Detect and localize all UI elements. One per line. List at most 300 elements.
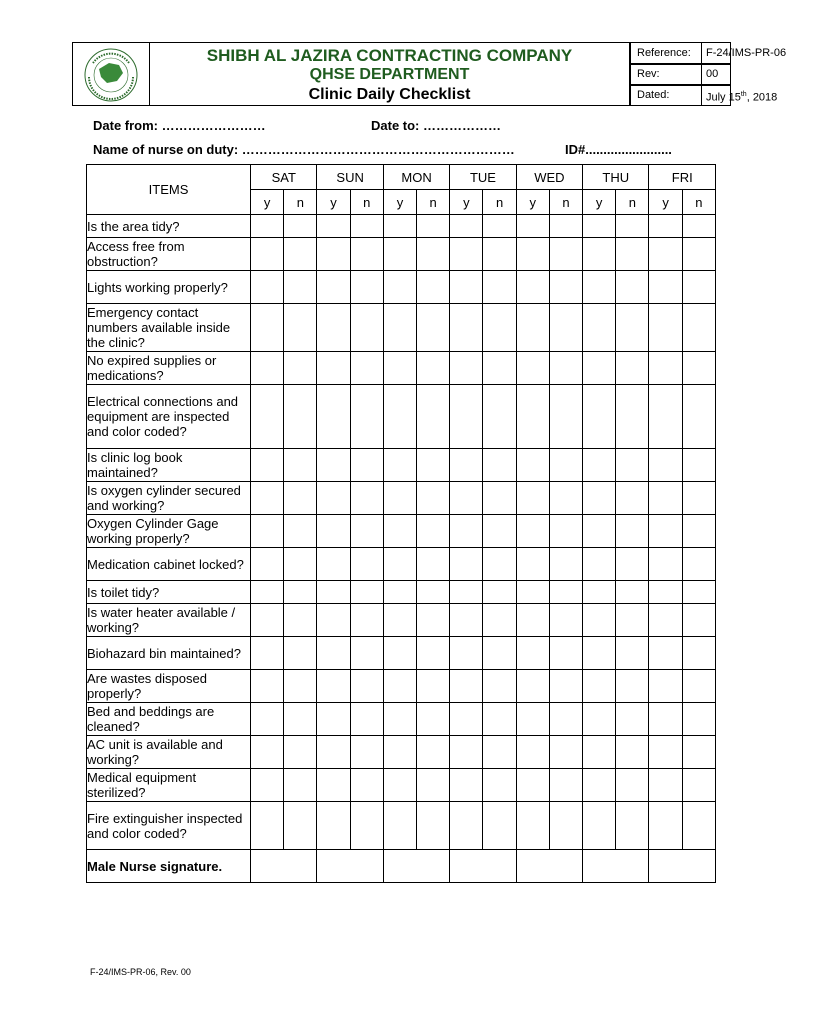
check-cell-sat-n[interactable] (284, 304, 317, 352)
check-cell-wed-n[interactable] (549, 736, 582, 769)
check-cell-sat-n[interactable] (284, 548, 317, 581)
check-cell-wed-n[interactable] (549, 385, 582, 449)
check-cell-mon-y[interactable] (383, 604, 416, 637)
signature-cell-wed[interactable] (516, 850, 582, 883)
check-cell-sun-n[interactable] (350, 271, 383, 304)
check-cell-sat-n[interactable] (284, 238, 317, 271)
check-cell-sun-y[interactable] (317, 482, 350, 515)
check-cell-mon-n[interactable] (417, 304, 450, 352)
check-cell-fri-y[interactable] (649, 581, 682, 604)
checklist-item-label: Emergency contact numbers available inside the clinic? (87, 304, 251, 352)
check-cell-sun-n[interactable] (350, 385, 383, 449)
check-cell-sun-n[interactable] (350, 736, 383, 769)
checklist-row (87, 604, 716, 637)
check-cell-tue-y[interactable] (450, 385, 483, 449)
check-cell-thu-y[interactable] (583, 581, 616, 604)
check-cell-fri-y[interactable] (649, 802, 682, 850)
document-title: Clinic Daily Checklist (308, 86, 471, 103)
check-cell-sun-y[interactable] (317, 581, 350, 604)
check-cell-fri-n[interactable] (682, 385, 715, 449)
check-cell-sat-y[interactable] (251, 385, 284, 449)
check-cell-sat-y[interactable] (251, 736, 284, 769)
check-cell-mon-n[interactable] (417, 604, 450, 637)
check-cell-fri-n[interactable] (682, 769, 715, 802)
check-cell-thu-n[interactable] (616, 482, 649, 515)
check-cell-sat-y[interactable] (251, 352, 284, 385)
check-cell-sun-y[interactable] (317, 385, 350, 449)
check-cell-thu-n[interactable] (616, 581, 649, 604)
check-cell-thu-y[interactable] (583, 670, 616, 703)
no-header: n (284, 190, 317, 215)
check-cell-thu-n[interactable] (616, 637, 649, 670)
check-cell-tue-y[interactable] (450, 449, 483, 482)
check-cell-wed-n[interactable] (549, 482, 582, 515)
check-cell-thu-y[interactable] (583, 215, 616, 238)
check-cell-mon-n[interactable] (417, 703, 450, 736)
check-cell-sat-y[interactable] (251, 703, 284, 736)
meta-rule-1 (630, 63, 731, 64)
check-cell-thu-n[interactable] (616, 548, 649, 581)
check-cell-tue-y[interactable] (450, 548, 483, 581)
check-cell-sat-n[interactable] (284, 581, 317, 604)
check-cell-sun-y[interactable] (317, 703, 350, 736)
check-cell-mon-y[interactable] (383, 238, 416, 271)
check-cell-sat-y[interactable] (251, 581, 284, 604)
check-cell-mon-y[interactable] (383, 703, 416, 736)
check-cell-sat-y[interactable] (251, 482, 284, 515)
check-cell-sun-y[interactable] (317, 215, 350, 238)
check-cell-fri-n[interactable] (682, 238, 715, 271)
check-cell-sat-y[interactable] (251, 238, 284, 271)
check-cell-thu-n[interactable] (616, 385, 649, 449)
check-cell-tue-y[interactable] (450, 304, 483, 352)
document-header (72, 42, 787, 106)
check-cell-fri-y[interactable] (649, 385, 682, 449)
check-cell-tue-y[interactable] (450, 581, 483, 604)
check-cell-fri-y[interactable] (649, 238, 682, 271)
check-cell-sun-n[interactable] (350, 482, 383, 515)
check-cell-mon-n[interactable] (417, 670, 450, 703)
rev-label: Rev: (630, 64, 702, 84)
check-cell-thu-n[interactable] (616, 604, 649, 637)
check-cell-tue-n[interactable] (483, 769, 516, 802)
checklist-item-label: Biohazard bin maintained? (87, 637, 251, 670)
check-cell-fri-y[interactable] (649, 215, 682, 238)
check-cell-sun-n[interactable] (350, 352, 383, 385)
check-cell-tue-y[interactable] (450, 515, 483, 548)
checklist-table (86, 164, 716, 883)
check-cell-sun-n[interactable] (350, 238, 383, 271)
check-cell-tue-y[interactable] (450, 802, 483, 850)
check-cell-fri-y[interactable] (649, 271, 682, 304)
check-cell-thu-n[interactable] (616, 703, 649, 736)
check-cell-mon-n[interactable] (417, 736, 450, 769)
title-cell (149, 43, 631, 105)
yes-header: y (516, 190, 549, 215)
no-header: n (350, 190, 383, 215)
check-cell-tue-n[interactable] (483, 352, 516, 385)
check-cell-sat-y[interactable] (251, 604, 284, 637)
check-cell-thu-n[interactable] (616, 769, 649, 802)
checklist-item-label: Is the area tidy? (87, 215, 251, 238)
signature-cell-sat[interactable] (251, 850, 317, 883)
checklist-row (87, 736, 716, 769)
check-cell-tue-n[interactable] (483, 238, 516, 271)
check-cell-sat-y[interactable] (251, 304, 284, 352)
check-cell-wed-y[interactable] (516, 352, 549, 385)
check-cell-wed-y[interactable] (516, 449, 549, 482)
check-cell-sat-y[interactable] (251, 637, 284, 670)
check-cell-fri-y[interactable] (649, 769, 682, 802)
check-cell-tue-n[interactable] (483, 304, 516, 352)
check-cell-wed-y[interactable] (516, 385, 549, 449)
check-cell-thu-n[interactable] (616, 352, 649, 385)
check-cell-sun-y[interactable] (317, 352, 350, 385)
check-cell-sun-n[interactable] (350, 637, 383, 670)
check-cell-sun-y[interactable] (317, 736, 350, 769)
check-cell-thu-n[interactable] (616, 215, 649, 238)
check-cell-tue-y[interactable] (450, 703, 483, 736)
checklist-item-label: No expired supplies or medications? (87, 352, 251, 385)
check-cell-sat-y[interactable] (251, 449, 284, 482)
check-cell-sat-y[interactable] (251, 215, 284, 238)
check-cell-fri-n[interactable] (682, 352, 715, 385)
check-cell-sun-n[interactable] (350, 581, 383, 604)
check-cell-tue-y[interactable] (450, 271, 483, 304)
check-cell-wed-n[interactable] (549, 449, 582, 482)
check-cell-tue-y[interactable] (450, 736, 483, 769)
check-cell-tue-n[interactable] (483, 482, 516, 515)
check-cell-sun-y[interactable] (317, 637, 350, 670)
check-cell-sun-y[interactable] (317, 271, 350, 304)
check-cell-wed-y[interactable] (516, 215, 549, 238)
check-cell-thu-y[interactable] (583, 604, 616, 637)
signature-label: Male Nurse signature. (87, 850, 251, 883)
check-cell-fri-y[interactable] (649, 304, 682, 352)
check-cell-mon-n[interactable] (417, 238, 450, 271)
check-cell-sat-y[interactable] (251, 670, 284, 703)
check-cell-wed-n[interactable] (549, 271, 582, 304)
check-cell-wed-y[interactable] (516, 271, 549, 304)
check-cell-tue-n[interactable] (483, 449, 516, 482)
check-cell-fri-y[interactable] (649, 515, 682, 548)
check-cell-fri-n[interactable] (682, 703, 715, 736)
check-cell-sat-y[interactable] (251, 271, 284, 304)
check-cell-mon-y[interactable] (383, 670, 416, 703)
check-cell-wed-y[interactable] (516, 703, 549, 736)
check-cell-sun-n[interactable] (350, 548, 383, 581)
check-cell-wed-n[interactable] (549, 637, 582, 670)
check-cell-mon-n[interactable] (417, 637, 450, 670)
check-cell-mon-n[interactable] (417, 515, 450, 548)
check-cell-tue-y[interactable] (450, 670, 483, 703)
check-cell-fri-n[interactable] (682, 449, 715, 482)
check-cell-fri-y[interactable] (649, 482, 682, 515)
check-cell-sat-n[interactable] (284, 670, 317, 703)
day-sun: SUN (317, 165, 383, 190)
check-cell-fri-n[interactable] (682, 515, 715, 548)
check-cell-wed-y[interactable] (516, 548, 549, 581)
check-cell-sun-y[interactable] (317, 670, 350, 703)
check-cell-mon-n[interactable] (417, 548, 450, 581)
checklist-row (87, 548, 716, 581)
check-cell-sat-n[interactable] (284, 604, 317, 637)
check-cell-wed-n[interactable] (549, 769, 582, 802)
check-cell-sat-n[interactable] (284, 637, 317, 670)
check-cell-mon-n[interactable] (417, 215, 450, 238)
check-cell-wed-n[interactable] (549, 581, 582, 604)
check-cell-wed-n[interactable] (549, 604, 582, 637)
check-cell-mon-y[interactable] (383, 548, 416, 581)
check-cell-sat-n[interactable] (284, 703, 317, 736)
check-cell-tue-n[interactable] (483, 670, 516, 703)
check-cell-wed-y[interactable] (516, 670, 549, 703)
checklist-row (87, 769, 716, 802)
check-cell-thu-y[interactable] (583, 352, 616, 385)
signature-cell-thu[interactable] (583, 850, 649, 883)
check-cell-tue-y[interactable] (450, 215, 483, 238)
check-cell-mon-y[interactable] (383, 304, 416, 352)
check-cell-sat-n[interactable] (284, 215, 317, 238)
check-cell-thu-y[interactable] (583, 769, 616, 802)
no-header: n (417, 190, 450, 215)
check-cell-fri-y[interactable] (649, 449, 682, 482)
check-cell-thu-y[interactable] (583, 238, 616, 271)
yes-header: y (383, 190, 416, 215)
check-cell-fri-y[interactable] (649, 604, 682, 637)
check-cell-thu-n[interactable] (616, 802, 649, 850)
check-cell-wed-y[interactable] (516, 304, 549, 352)
signature-cell-tue[interactable] (450, 850, 516, 883)
check-cell-wed-n[interactable] (549, 548, 582, 581)
check-cell-tue-y[interactable] (450, 637, 483, 670)
check-cell-sun-n[interactable] (350, 515, 383, 548)
day-fri: FRI (649, 165, 716, 190)
check-cell-thu-n[interactable] (616, 515, 649, 548)
check-cell-sat-n[interactable] (284, 736, 317, 769)
check-cell-wed-n[interactable] (549, 304, 582, 352)
check-cell-thu-y[interactable] (583, 637, 616, 670)
check-cell-fri-y[interactable] (649, 637, 682, 670)
check-cell-fri-n[interactable] (682, 271, 715, 304)
check-cell-mon-n[interactable] (417, 581, 450, 604)
check-cell-fri-n[interactable] (682, 670, 715, 703)
check-cell-sat-n[interactable] (284, 482, 317, 515)
check-cell-tue-n[interactable] (483, 548, 516, 581)
check-cell-thu-n[interactable] (616, 271, 649, 304)
checklist-row (87, 637, 716, 670)
day-sat: SAT (251, 165, 317, 190)
checklist-item-label: Is oxygen cylinder secured and working? (87, 482, 251, 515)
check-cell-fri-y[interactable] (649, 703, 682, 736)
check-cell-mon-y[interactable] (383, 215, 416, 238)
company-logo-icon (81, 47, 141, 103)
check-cell-thu-n[interactable] (616, 670, 649, 703)
no-header: n (682, 190, 715, 215)
check-cell-sat-n[interactable] (284, 449, 317, 482)
check-cell-thu-y[interactable] (583, 385, 616, 449)
check-cell-thu-n[interactable] (616, 736, 649, 769)
check-cell-fri-y[interactable] (649, 670, 682, 703)
check-cell-mon-y[interactable] (383, 736, 416, 769)
rev-value: 00 (706, 68, 719, 80)
check-cell-sat-y[interactable] (251, 802, 284, 850)
check-cell-wed-n[interactable] (549, 802, 582, 850)
day-tue: TUE (450, 165, 516, 190)
check-cell-sun-y[interactable] (317, 802, 350, 850)
check-cell-thu-y[interactable] (583, 703, 616, 736)
check-cell-sun-y[interactable] (317, 769, 350, 802)
check-cell-thu-y[interactable] (583, 802, 616, 850)
check-cell-sat-y[interactable] (251, 548, 284, 581)
check-cell-sun-n[interactable] (350, 215, 383, 238)
dated-label: Dated: (630, 85, 702, 105)
check-cell-mon-n[interactable] (417, 802, 450, 850)
check-cell-fri-n[interactable] (682, 548, 715, 581)
check-cell-wed-y[interactable] (516, 581, 549, 604)
check-cell-sat-n[interactable] (284, 802, 317, 850)
check-cell-tue-n[interactable] (483, 581, 516, 604)
check-cell-mon-n[interactable] (417, 449, 450, 482)
check-cell-fri-n[interactable] (682, 215, 715, 238)
check-cell-tue-n[interactable] (483, 515, 516, 548)
checklist-row (87, 271, 716, 304)
check-cell-sun-n[interactable] (350, 304, 383, 352)
check-cell-thu-y[interactable] (583, 271, 616, 304)
check-cell-mon-y[interactable] (383, 769, 416, 802)
check-cell-thu-y[interactable] (583, 304, 616, 352)
check-cell-sun-n[interactable] (350, 703, 383, 736)
check-cell-wed-n[interactable] (549, 238, 582, 271)
check-cell-sun-y[interactable] (317, 515, 350, 548)
day-mon: MON (383, 165, 449, 190)
checklist-item-label: Medication cabinet locked? (87, 548, 251, 581)
signature-cell-sun[interactable] (317, 850, 383, 883)
check-cell-fri-n[interactable] (682, 802, 715, 850)
check-cell-wed-n[interactable] (549, 515, 582, 548)
check-cell-sun-y[interactable] (317, 604, 350, 637)
reference-value: F-24/IMS-PR-06 (706, 47, 787, 59)
rev-row (630, 64, 730, 86)
check-cell-fri-n[interactable] (682, 581, 715, 604)
check-cell-sat-y[interactable] (251, 769, 284, 802)
check-cell-wed-n[interactable] (549, 215, 582, 238)
check-cell-wed-y[interactable] (516, 802, 549, 850)
check-cell-mon-y[interactable] (383, 482, 416, 515)
check-cell-sat-n[interactable] (284, 352, 317, 385)
check-cell-fri-n[interactable] (682, 736, 715, 769)
check-cell-tue-n[interactable] (483, 703, 516, 736)
check-cell-sun-n[interactable] (350, 802, 383, 850)
check-cell-fri-n[interactable] (682, 604, 715, 637)
check-cell-wed-y[interactable] (516, 637, 549, 670)
check-cell-tue-n[interactable] (483, 385, 516, 449)
check-cell-wed-y[interactable] (516, 736, 549, 769)
check-cell-thu-y[interactable] (583, 736, 616, 769)
date-from-field: Date from: …………………… (93, 118, 266, 133)
check-cell-wed-y[interactable] (516, 604, 549, 637)
check-cell-wed-y[interactable] (516, 769, 549, 802)
no-header: n (483, 190, 516, 215)
check-cell-mon-n[interactable] (417, 352, 450, 385)
check-cell-sun-y[interactable] (317, 449, 350, 482)
check-cell-thu-n[interactable] (616, 449, 649, 482)
meta-divider (629, 43, 630, 105)
checklist-row (87, 385, 716, 449)
check-cell-fri-n[interactable] (682, 482, 715, 515)
check-cell-sun-n[interactable] (350, 670, 383, 703)
check-cell-fri-y[interactable] (649, 352, 682, 385)
check-cell-mon-y[interactable] (383, 581, 416, 604)
check-cell-sun-y[interactable] (317, 548, 350, 581)
check-cell-sat-n[interactable] (284, 515, 317, 548)
check-cell-mon-n[interactable] (417, 769, 450, 802)
check-cell-mon-y[interactable] (383, 352, 416, 385)
check-cell-sat-n[interactable] (284, 385, 317, 449)
check-cell-sat-n[interactable] (284, 271, 317, 304)
check-cell-fri-n[interactable] (682, 637, 715, 670)
check-cell-thu-y[interactable] (583, 515, 616, 548)
check-cell-sun-n[interactable] (350, 769, 383, 802)
check-cell-fri-y[interactable] (649, 736, 682, 769)
signature-cell-fri[interactable] (649, 850, 716, 883)
check-cell-thu-y[interactable] (583, 482, 616, 515)
check-cell-wed-n[interactable] (549, 670, 582, 703)
signature-cell-mon[interactable] (383, 850, 449, 883)
check-cell-thu-y[interactable] (583, 548, 616, 581)
check-cell-thu-y[interactable] (583, 449, 616, 482)
check-cell-tue-n[interactable] (483, 215, 516, 238)
check-cell-tue-y[interactable] (450, 604, 483, 637)
check-cell-tue-n[interactable] (483, 736, 516, 769)
check-cell-tue-n[interactable] (483, 271, 516, 304)
check-cell-tue-y[interactable] (450, 482, 483, 515)
check-cell-sat-n[interactable] (284, 769, 317, 802)
check-cell-wed-y[interactable] (516, 515, 549, 548)
check-cell-wed-n[interactable] (549, 352, 582, 385)
check-cell-sun-n[interactable] (350, 449, 383, 482)
check-cell-fri-n[interactable] (682, 304, 715, 352)
check-cell-mon-y[interactable] (383, 385, 416, 449)
checklist-row (87, 215, 716, 238)
dated-row (630, 85, 778, 106)
check-cell-sun-n[interactable] (350, 604, 383, 637)
check-cell-tue-y[interactable] (450, 238, 483, 271)
check-cell-tue-y[interactable] (450, 769, 483, 802)
check-cell-mon-y[interactable] (383, 515, 416, 548)
check-cell-sun-y[interactable] (317, 304, 350, 352)
check-cell-thu-n[interactable] (616, 304, 649, 352)
check-cell-wed-y[interactable] (516, 238, 549, 271)
check-cell-fri-y[interactable] (649, 548, 682, 581)
check-cell-tue-n[interactable] (483, 604, 516, 637)
check-cell-tue-y[interactable] (450, 352, 483, 385)
check-cell-sat-y[interactable] (251, 515, 284, 548)
check-cell-thu-n[interactable] (616, 238, 649, 271)
check-cell-wed-n[interactable] (549, 703, 582, 736)
check-cell-mon-n[interactable] (417, 385, 450, 449)
check-cell-mon-n[interactable] (417, 271, 450, 304)
check-cell-wed-y[interactable] (516, 482, 549, 515)
check-cell-mon-y[interactable] (383, 271, 416, 304)
check-cell-mon-n[interactable] (417, 482, 450, 515)
check-cell-mon-y[interactable] (383, 802, 416, 850)
check-cell-mon-y[interactable] (383, 637, 416, 670)
check-cell-sun-y[interactable] (317, 238, 350, 271)
check-cell-tue-n[interactable] (483, 637, 516, 670)
check-cell-mon-y[interactable] (383, 449, 416, 482)
check-cell-tue-n[interactable] (483, 802, 516, 850)
